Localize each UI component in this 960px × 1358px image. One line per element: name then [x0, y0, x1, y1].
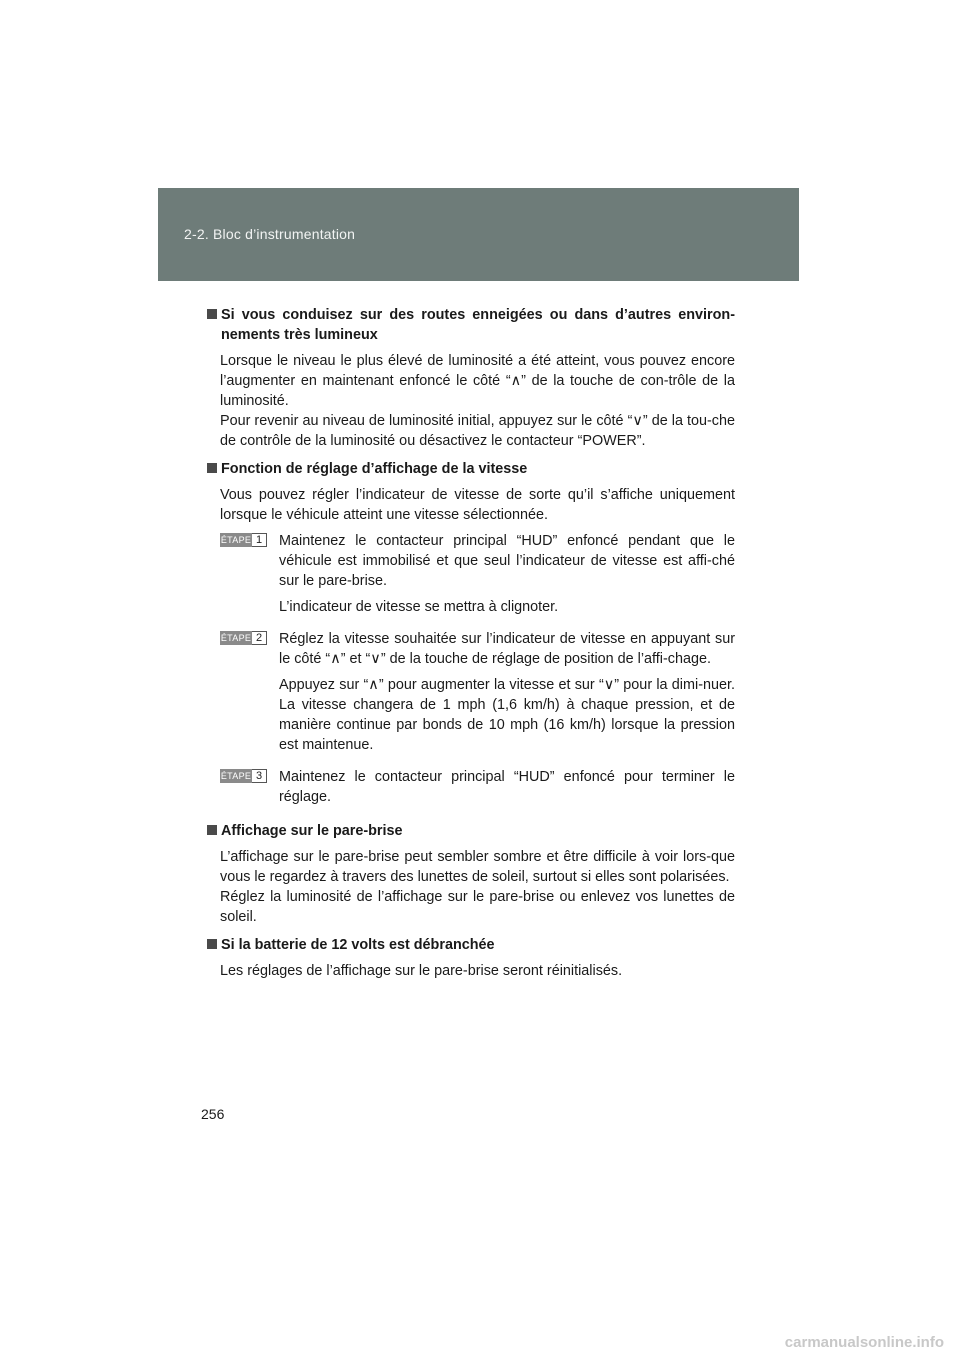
step-body: Réglez la vitesse souhaitée sur l’indicateur de vitesse en appuyant sur le côté “∧” et “∨” de la touche de réglage de position de l’affi-chage. Appuyez sur “∧” pour augmenter la vitesse et sur “∨” pour la dimi-nuer. La vitesse changera de 1 mph (1,6 km/h) à chaque pression, et de manière continue par bonds de 10 mph (16 km/h) lorsque la pression est maintenue. — [279, 631, 735, 753]
section-bright-environments — [207, 305, 735, 451]
section-heading: Si vous conduisez sur des routes enneigées ou dans d’autres environ-nements très lumineux — [207, 305, 735, 345]
page-number: 256 — [201, 1106, 225, 1122]
square-bullet-icon — [207, 939, 217, 949]
paragraph: Les réglages de l’affichage sur le pare-brise seront réinitialisés. — [220, 963, 623, 979]
watermark: carmanualsonline.info — [784, 1334, 944, 1351]
section-heading: Affichage sur le pare-brise — [207, 821, 735, 841]
section-heading: Si la batterie de 12 volts est débranchée — [207, 935, 735, 955]
step-1 — [220, 531, 735, 623]
square-bullet-icon — [207, 825, 217, 835]
step-3 — [220, 767, 735, 813]
square-bullet-icon — [207, 463, 217, 473]
section-windshield-display — [207, 821, 735, 927]
step-2 — [220, 629, 735, 761]
step-body: Maintenez le contacteur principal “HUD” enfoncé pour terminer le réglage. — [279, 769, 735, 805]
square-bullet-icon — [207, 309, 217, 319]
section-heading: Fonction de réglage d’affichage de la vitesse — [207, 459, 735, 479]
section-title: 2-2. Bloc d’instrumentation — [184, 226, 356, 242]
page-content — [207, 305, 735, 989]
step-badge: ÉTAPE 3 — [220, 769, 267, 783]
step-badge: ÉTAPE 2 — [220, 631, 267, 645]
section-header-bar — [158, 188, 799, 281]
step-badge: ÉTAPE 1 — [220, 533, 267, 547]
paragraph: L’affichage sur le pare-brise peut sembler sombre et être difficile à voir lors-que vous le regardez à travers des lunettes de soleil, surtout si elles sont polarisées. Réglez la luminosité de l’affichage sur le pare-brise ou enlevez vos lunettes de soleil. — [220, 849, 735, 925]
section-battery-disconnected — [207, 935, 735, 981]
paragraph: Vous pouvez régler l’indicateur de vitesse de sorte qu’il s’affiche uniquement lorsque le véhicule atteint une vitesse sélectionnée. — [220, 487, 735, 523]
step-body: Maintenez le contacteur principal “HUD” enfoncé pendant que le véhicule est immobilisé et que seul l’indicateur de vitesse est affi-ché sur le pare-brise. L’indicateur de vitesse se mettra à clignoter. — [279, 533, 735, 615]
paragraph: Lorsque le niveau le plus élevé de luminosité a été atteint, vous pouvez encore l’augmenter en maintenant enfoncé le côté “∧” de la touche de con-trôle de la luminosité. Pour revenir au niveau de luminosité initial, appuyez sur le côté “∨” de la tou-che de contrôle de la luminosité ou désactivez le contacteur “POWER”. — [220, 353, 735, 449]
section-speed-display-setting — [207, 459, 735, 813]
